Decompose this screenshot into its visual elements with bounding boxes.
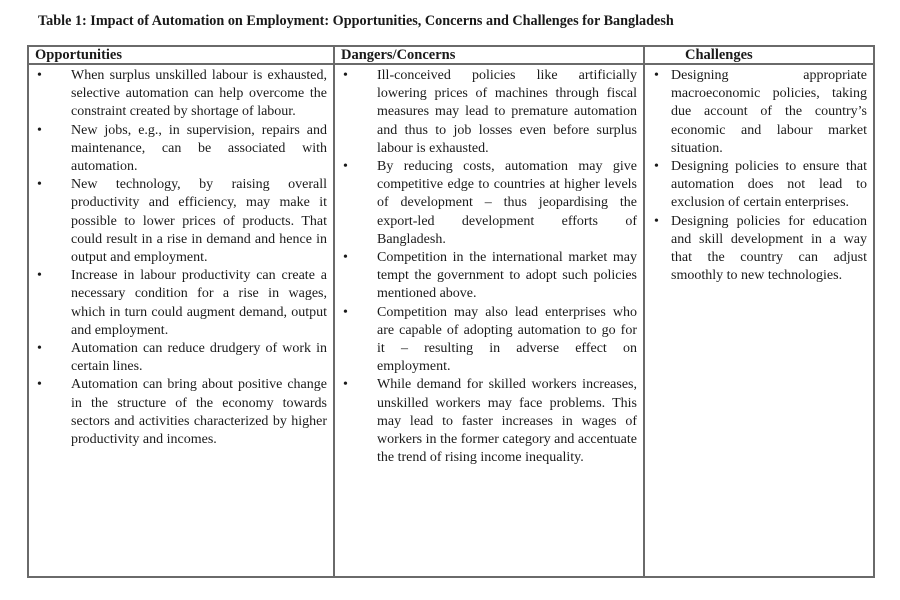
list-item-text: Designing policies to ensure that automation does not lead to exclusion of certain enterprises. <box>671 159 867 211</box>
dangers-concerns-list <box>335 65 643 467</box>
bullet-icon: • <box>37 377 42 393</box>
opportunities-list <box>29 65 333 449</box>
list-item-text: Automation can reduce drudgery of work in certain lines. <box>71 341 327 375</box>
list-item <box>335 376 637 467</box>
list-item <box>29 376 327 449</box>
list-item-text: Ill-conceived policies like artificially lowering prices of machines through fiscal measures may lead to premature automation and thus to job losses even before surplus labour is exhausted. <box>377 68 637 156</box>
header-challenges: Challenges <box>644 46 874 64</box>
list-item <box>645 158 867 213</box>
list-item <box>335 67 637 158</box>
list-item-text: While demand for skilled workers increases, unskilled workers may face problems. This may lead to faster increases in wages of workers in the former category and accentuate the trend of rising income inequality. <box>377 377 637 466</box>
list-item-text: When surplus unskilled labour is exhausted, selective automation can help overcome the constraint created by shortage of labour. <box>71 68 327 120</box>
bullet-icon: • <box>343 159 348 175</box>
list-item-text: New jobs, e.g., in supervision, repairs and maintenance, can be associated with automation. <box>71 122 327 175</box>
bullet-icon: • <box>343 377 348 393</box>
bullet-icon: • <box>37 341 42 357</box>
list-item <box>29 176 327 267</box>
bullet-icon: • <box>37 268 42 284</box>
impact-table <box>27 45 875 578</box>
header-row <box>28 46 874 64</box>
bullet-icon: • <box>37 122 42 138</box>
list-item <box>335 249 637 304</box>
bullet-icon: • <box>343 68 348 83</box>
list-item <box>335 304 637 377</box>
list-item-text: Designing policies for education and skill development in a way that the country can adjust smoothly to new technologies. <box>671 213 867 284</box>
header-opportunities: Opportunities <box>28 46 334 64</box>
list-item <box>645 213 867 286</box>
list-item-text: Competition may also lead enterprises who are capable of adopting automation to go for it – resulting in adverse effect on employment. <box>377 304 637 375</box>
list-item-text: Designing appropriate macroeconomic policies, taking due account of the country’s economic and labour market situation. <box>671 68 867 156</box>
bullet-icon: • <box>654 213 659 229</box>
header-dangers-concerns: Dangers/Concerns <box>334 46 644 64</box>
bullet-icon: • <box>37 68 42 83</box>
list-item <box>29 122 327 177</box>
dangers-concerns-cell <box>334 64 644 577</box>
bullet-icon: • <box>343 304 348 320</box>
bullet-icon: • <box>343 250 348 266</box>
list-item <box>29 67 327 122</box>
list-item <box>29 267 327 340</box>
list-item-text: New technology, by raising overall productivity and efficiency, may make it possible to lower prices of products. That could result in a rise in demand and hence in output and employment. <box>71 177 327 266</box>
opportunities-cell <box>28 64 334 577</box>
list-item <box>29 340 327 376</box>
challenges-cell <box>644 64 874 577</box>
list-item-text: Automation can bring about positive change in the structure of the economy towards sectors and activities characterized by higher productivity and incomes. <box>71 377 327 448</box>
table-title: Table 1: Impact of Automation on Employment: Opportunities, Concerns and Challenges for Bangladesh <box>38 13 674 29</box>
bullet-icon: • <box>654 68 659 83</box>
content-row <box>28 64 874 577</box>
challenges-list <box>645 65 873 285</box>
list-item-text: By reducing costs, automation may give competitive edge to countries at higher levels of development – thus jeopardising the export-led development efforts of Bangladesh. <box>377 159 637 247</box>
list-item-text: Competition in the international market may tempt the government to adopt such policies mentioned above. <box>377 250 637 302</box>
list-item <box>335 158 637 249</box>
list-item-text: Increase in labour productivity can create a necessary condition for a rise in wages, which in turn could augment demand, output and employment. <box>71 268 327 338</box>
bullet-icon: • <box>654 159 659 175</box>
list-item <box>645 67 867 158</box>
bullet-icon: • <box>37 177 42 193</box>
